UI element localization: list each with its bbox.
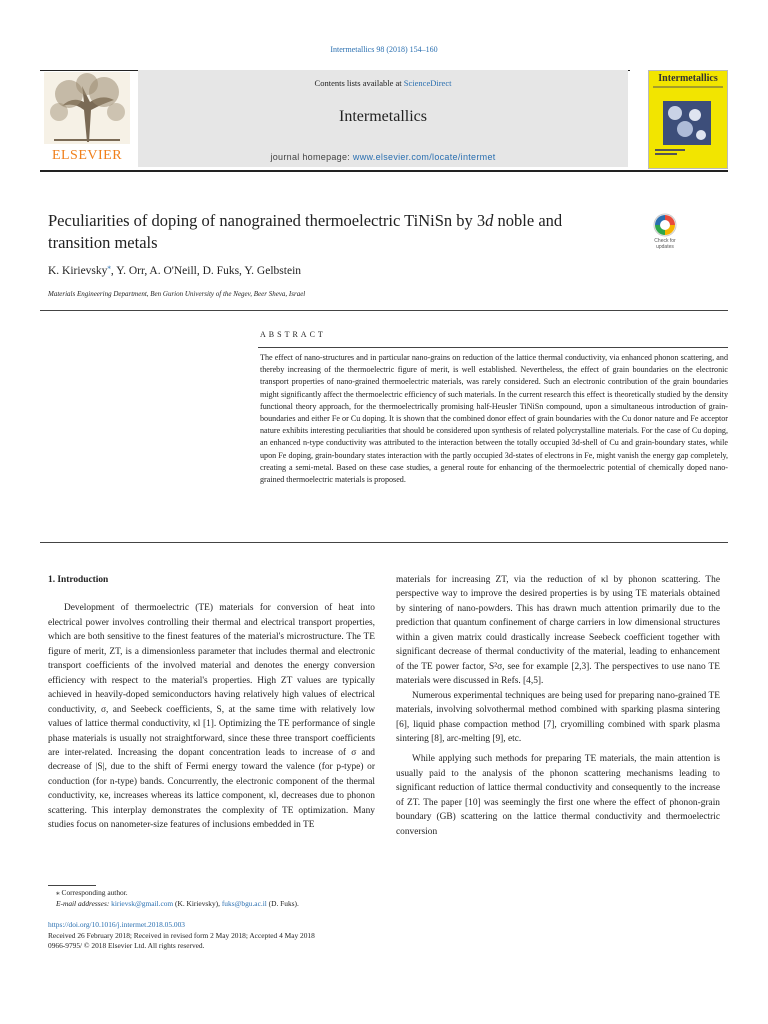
received-dates: Received 26 February 2018; Received in revised form 2 May 2018; Accepted 4 May 2018 — [48, 930, 315, 940]
body-paragraph: While applying such methods for preparing TE materials, the main attention is usually paid to the analysis of the phonon scattering mechanisms leading to significant reduction of lattice thermal conductivity and consequently to the increase of ZT. The paper [10] was seemingly the first one where the effect of phonon-grain boundary (GB) scattering on the lattice thermal conductivity and thermoelectric conversion — [396, 754, 720, 837]
body-paragraph: Numerous experimental techniques are being used for preparing nano-grained TE materials, involving solvothermal method combined with sparking plasma sintering [6], liquid phase compaction method [7], cryomilling combined with spark plasma sintering [8], arc-melting [9], etc. — [396, 690, 720, 744]
contents-prefix: Contents lists available at — [314, 78, 404, 88]
body-column-left — [48, 573, 375, 833]
abstract-bottom-rule — [40, 542, 728, 543]
contents-availability — [138, 78, 628, 88]
cover-subtitle-line — [653, 86, 723, 88]
email1-owner: (K. Kirievsky), — [173, 898, 222, 908]
copyright-notice: 0966-9795/ © 2018 Elsevier Ltd. All rights reserved. — [48, 941, 205, 950]
email2-owner: (D. Fuks). — [266, 898, 299, 908]
article-metadata — [48, 920, 468, 952]
check-updates-icon — [648, 212, 682, 238]
corresponding-author-note: ⁎ Corresponding author. — [56, 888, 128, 897]
section-title: 1. Introduction — [48, 575, 109, 585]
affiliation: Materials Engineering Department, Ben Gurion University of the Negev, Beer Sheva, Israel — [48, 290, 306, 298]
elsevier-tree-icon — [44, 72, 130, 144]
authors-rest: , Y. Orr, A. O'Neill, D. Fuks, Y. Gelbstein — [110, 264, 302, 277]
journal-reference[interactable]: Intermetallics 98 (2018) 154–160 — [330, 45, 438, 54]
title-italic: d — [485, 211, 494, 230]
sciencedirect-link[interactable]: ScienceDirect — [403, 78, 452, 88]
journal-name: Intermetallics — [339, 108, 427, 125]
homepage-prefix: journal homepage: — [270, 152, 353, 162]
cover-title: Intermetallics — [658, 73, 718, 84]
affiliation-rule — [40, 310, 728, 311]
header-bottom-rule — [40, 170, 728, 172]
author-list — [48, 263, 301, 277]
homepage-link[interactable]: www.elsevier.com/locate/intermet — [352, 152, 496, 162]
cover-artwork-icon — [649, 93, 727, 163]
check-for-updates-badge[interactable] — [648, 212, 682, 252]
abstract-text: The effect of nano-structures and in particular nano-grains on reduction of the lattice thermal conductivity, via enhanced phonon scattering, and thereby increasing of the thermoelectric figure of merit, is well established. Nevertheless, the effect of grain boundaries on the electronic transport properties of nano-grained thermoelectric materials, was rarely considered. Such an electronic contribution of the grain boundaries might significantly affect the thermoelectric efficiency of such materials. In the current research this effect is theoretically studied by the density functional theory approach, for the thermoelectrically promising half-Heusler TiNiSn compound, upon a simultaneous introduction of grain-boundaries and either Fe or Cu doping. It is shown that the combined donor effect of grain boundaries with the Cu donor nature and Fe acceptor nature exhibits interesting peculiarities that should be considered upon synthesis of related polycrystalline materials. For the case of Cu doping, an enhanced n-type conductivity was attributed to the interaction between the totally occupied 3d-shell of Cu and grain-boundary states, while upon Fe doping, grain-boundary states interaction with the partly occupied 3d-states of electrons in Fe, might vanish the energy gap completely, creating a semi-metal. Based on these case studies, a general route for enhancing of the thermoelectric potential of chemically doped nano-grained thermoelectric materials is proposed. — [260, 353, 728, 485]
abstract-heading: ABSTRACT — [260, 330, 326, 339]
journal-homepage — [138, 152, 628, 162]
check-updates-label: Check for updates — [654, 238, 676, 250]
body-paragraph: materials for increasing ZT, via the reduction of κl by phonon scattering. The perspective way to improve the desired properties is by using TE materials obtained by sintering of nano-powders. This has drawn much attention primarily due to the prediction that quantum confinement of charge carriers in low dimensional structures within a given matrix could drastically increase Seebeck coefficient together with significant decrease of thermal conductivity of the material, leading to enhancement of the TE power factor, S²σ, see for example [2,3]. The perspectives to use nano TE materials were discussed in Refs. [4,5]. — [396, 575, 720, 687]
elsevier-logo[interactable] — [44, 72, 130, 164]
footnote-rule — [48, 885, 96, 886]
email-label: E-mail addresses: — [56, 898, 112, 908]
body-paragraph: Development of thermoelectric (TE) materials for conversion of heat into electrical power involves controlling their thermal and electrical transport properties, which are both sensitive to the finest features of the material's microstructure. The TE figure of merit, ZT, is a dimensionless parameter that includes thermal and electronic transport coefficients of the involved material and denotes the energy conversion efficiency with respect to the material's properties. High ZT values are typically achieved in heavily-doped semiconductors having relatively high values of electrical conductivity, σ, and Seebeck coefficients, S, at the same time with relatively low values of lattice thermal conductivity, κl [1]. Optimizing the TE performance of single phase materials is usually not straightforward, since these three transport coefficients are inter-related. Increasing the dopant concentration leads to increase of σ and decrease of |S|, due to the shift of Fermi energy toward the valence (for p-type) or conduction (for n-type) bands. Concurrently, the electronic component of the thermal conductivity, κe, increases whereas its lattice component, κl, decreases due to phonon scattering. This interplay demonstrates the complexity of TE optimization. Many studies focus on nanometer-size features of inclusions embedded in TE — [48, 603, 375, 831]
body-column-right — [396, 573, 720, 839]
email-link-fuks[interactable]: fuks@bgu.ac.il — [221, 898, 267, 908]
corresponding-author-mark[interactable]: ⁎ — [107, 263, 111, 271]
abstract-top-rule — [258, 347, 728, 348]
title-part1: Peculiarities of doping of nanograined thermoelectric TiNiSn by 3 — [48, 211, 486, 230]
journal-cover[interactable] — [648, 70, 728, 169]
doi-link[interactable]: https://doi.org/10.1016/j.intermet.2018.05.003 — [48, 920, 185, 929]
email-link-kirievsky[interactable]: kirievsk@gmail.com — [111, 898, 174, 908]
footnotes — [48, 888, 448, 909]
title-part2: noble and transition metals — [48, 211, 563, 252]
author-first[interactable]: K. Kirievsky — [48, 264, 108, 277]
publisher-name: ELSEVIER — [51, 148, 123, 163]
article-title — [48, 210, 628, 254]
journal-header — [138, 70, 628, 167]
email-addresses — [56, 899, 448, 910]
